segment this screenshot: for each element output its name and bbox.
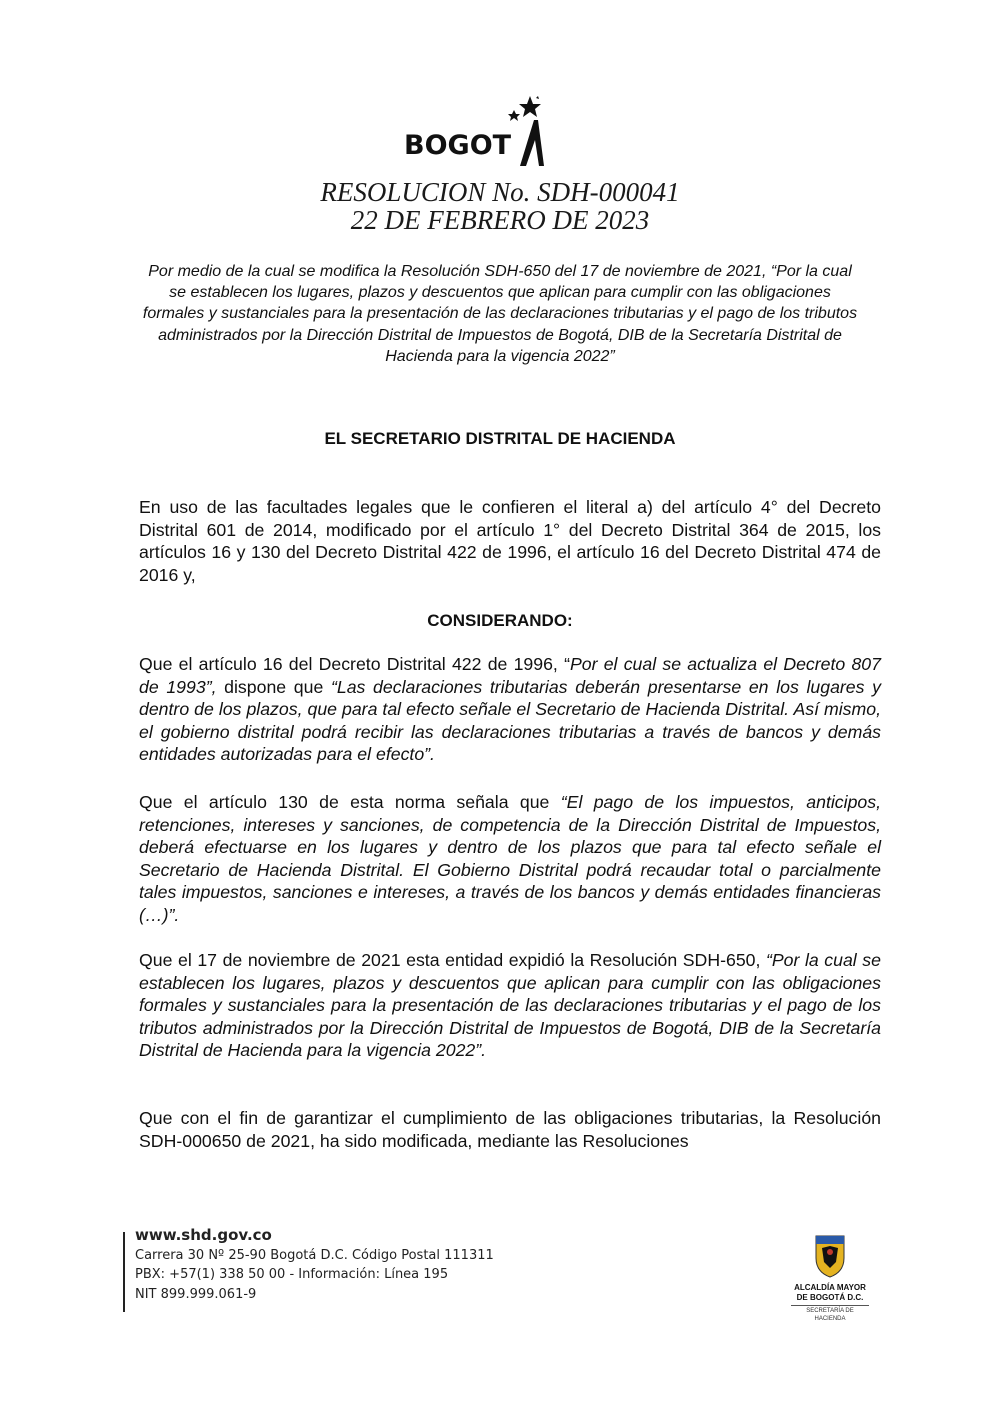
considerando-paragraph-1 [139, 653, 881, 766]
p3-quote: “El pago de los impuestos, anticipos, retenciones, intereses y sanciones, de competencia de la Dirección Distrital de Impuestos, deberá efectuarse en los lugares y dentro de los plazos que para tal efecto señale el Secretario de Hacienda Distrital. El Gobierno Distrital podrá recaudar total o parcialmente tales impuestos, sanciones e intereses, a través de los bancos y demás entidades financieras (…)”. [139, 792, 882, 925]
p2-text-a: Que el artículo 16 del Decreto Distrital 422 de 1996, “ [139, 654, 570, 674]
logo-star-icon [494, 96, 554, 168]
footer-nit: NIT 899.999.061-9 [135, 1286, 257, 1302]
p3-text-a: Que el artículo 130 de esta norma señala que [139, 792, 561, 812]
crest-divider [791, 1305, 869, 1306]
footer-address: Carrera 30 Nº 25-90 Bogotá D.C. Código Postal 111311 [135, 1247, 494, 1263]
p4-text-a: Que el 17 de noviembre de 2021 esta entidad expidió la Resolución SDH-650, [139, 950, 766, 970]
resolution-date: 22 DE FEBRERO DE 2023 [350, 205, 650, 235]
bogota-logo [404, 96, 554, 168]
issuer-heading: EL SECRETARIO DISTRITAL DE HACIENDA [324, 429, 676, 448]
footer-website: www.shd.gov.co [135, 1226, 272, 1244]
coat-of-arms-icon [812, 1232, 848, 1278]
resolution-number: RESOLUCION No. SDH-000041 [320, 177, 680, 207]
footer-contact [135, 1226, 494, 1304]
considerando-heading: CONSIDERANDO: [427, 611, 573, 630]
preamble-paragraph: En uso de las facultades legales que le confieren el literal a) del artículo 4° del Decreto Distrital 601 de 2014, modificado por el artículo 1° del Decreto Distrital 364 de 2015, los artículos 16 y 130 del Decreto Distrital 422 de 1996, el artículo 16 del Decreto Distrital 474 de 2016 y, [139, 497, 881, 585]
resolution-summary: Por medio de la cual se modifica la Resolución SDH-650 del 17 de noviembre de 2021, “Por la cual se establecen los lugares, plazos y descuentos que aplican para cumplir con las obligaciones formales y sustanciales para la presentación de las declaraciones tributarias y el pago de los tributos administrados por la Dirección Distrital de Impuestos de Bogotá, DIB de la Secretaría Distrital de Hacienda para la vigencia 2022” [142, 263, 858, 365]
p4-quote: “Por la cual se establecen los lugares, plazos y descuentos que aplican para cumplir con las obligaciones formales y sustanciales para la presentación de las declaraciones tributarias y el pago de los tributos administrados por la Dirección Distrital de Impuestos de Bogotá, DIB de la Secretaría Distrital de Hacienda para la vigencia 2022”. [139, 950, 881, 1061]
p2-quote: “Las declaraciones tributarias deberán presentarse en los lugares y dentro de los plazos, que para tal efecto señale el Secretario de Hacienda Distrital. Así mismo, el gobierno distrital podrá recibir las declaraciones tributarias a través de bancos y demás entidades autorizadas para el efecto”. [139, 676, 881, 765]
p2-quote-title: Por el cual se actualiza el Decreto 807 de 1993”, [139, 654, 881, 697]
considerando-paragraph-4: Que con el fin de garantizar el cumplimiento de las obligaciones tributarias, la Resolución SDH-000650 de 2021, ha sido modificada, mediante las Resoluciones [139, 1108, 881, 1151]
p2-text-c: dispone que [216, 676, 331, 697]
crest-line-2: DE BOGOTÁ D.C. [796, 1293, 864, 1302]
considerando-paragraph-2 [139, 791, 881, 927]
crest-line-1: ALCALDÍA MAYOR [794, 1283, 866, 1292]
considerando-paragraph-3 [139, 949, 881, 1062]
alcaldia-crest [790, 1232, 870, 1322]
footer-phone: PBX: +57(1) 338 50 00 - Información: Línea 195 [135, 1267, 449, 1282]
logo-wordmark: BOGOT [404, 130, 512, 161]
footer-divider [123, 1232, 125, 1312]
crest-subline: SECRETARÍA DE HACIENDA [806, 1308, 854, 1322]
